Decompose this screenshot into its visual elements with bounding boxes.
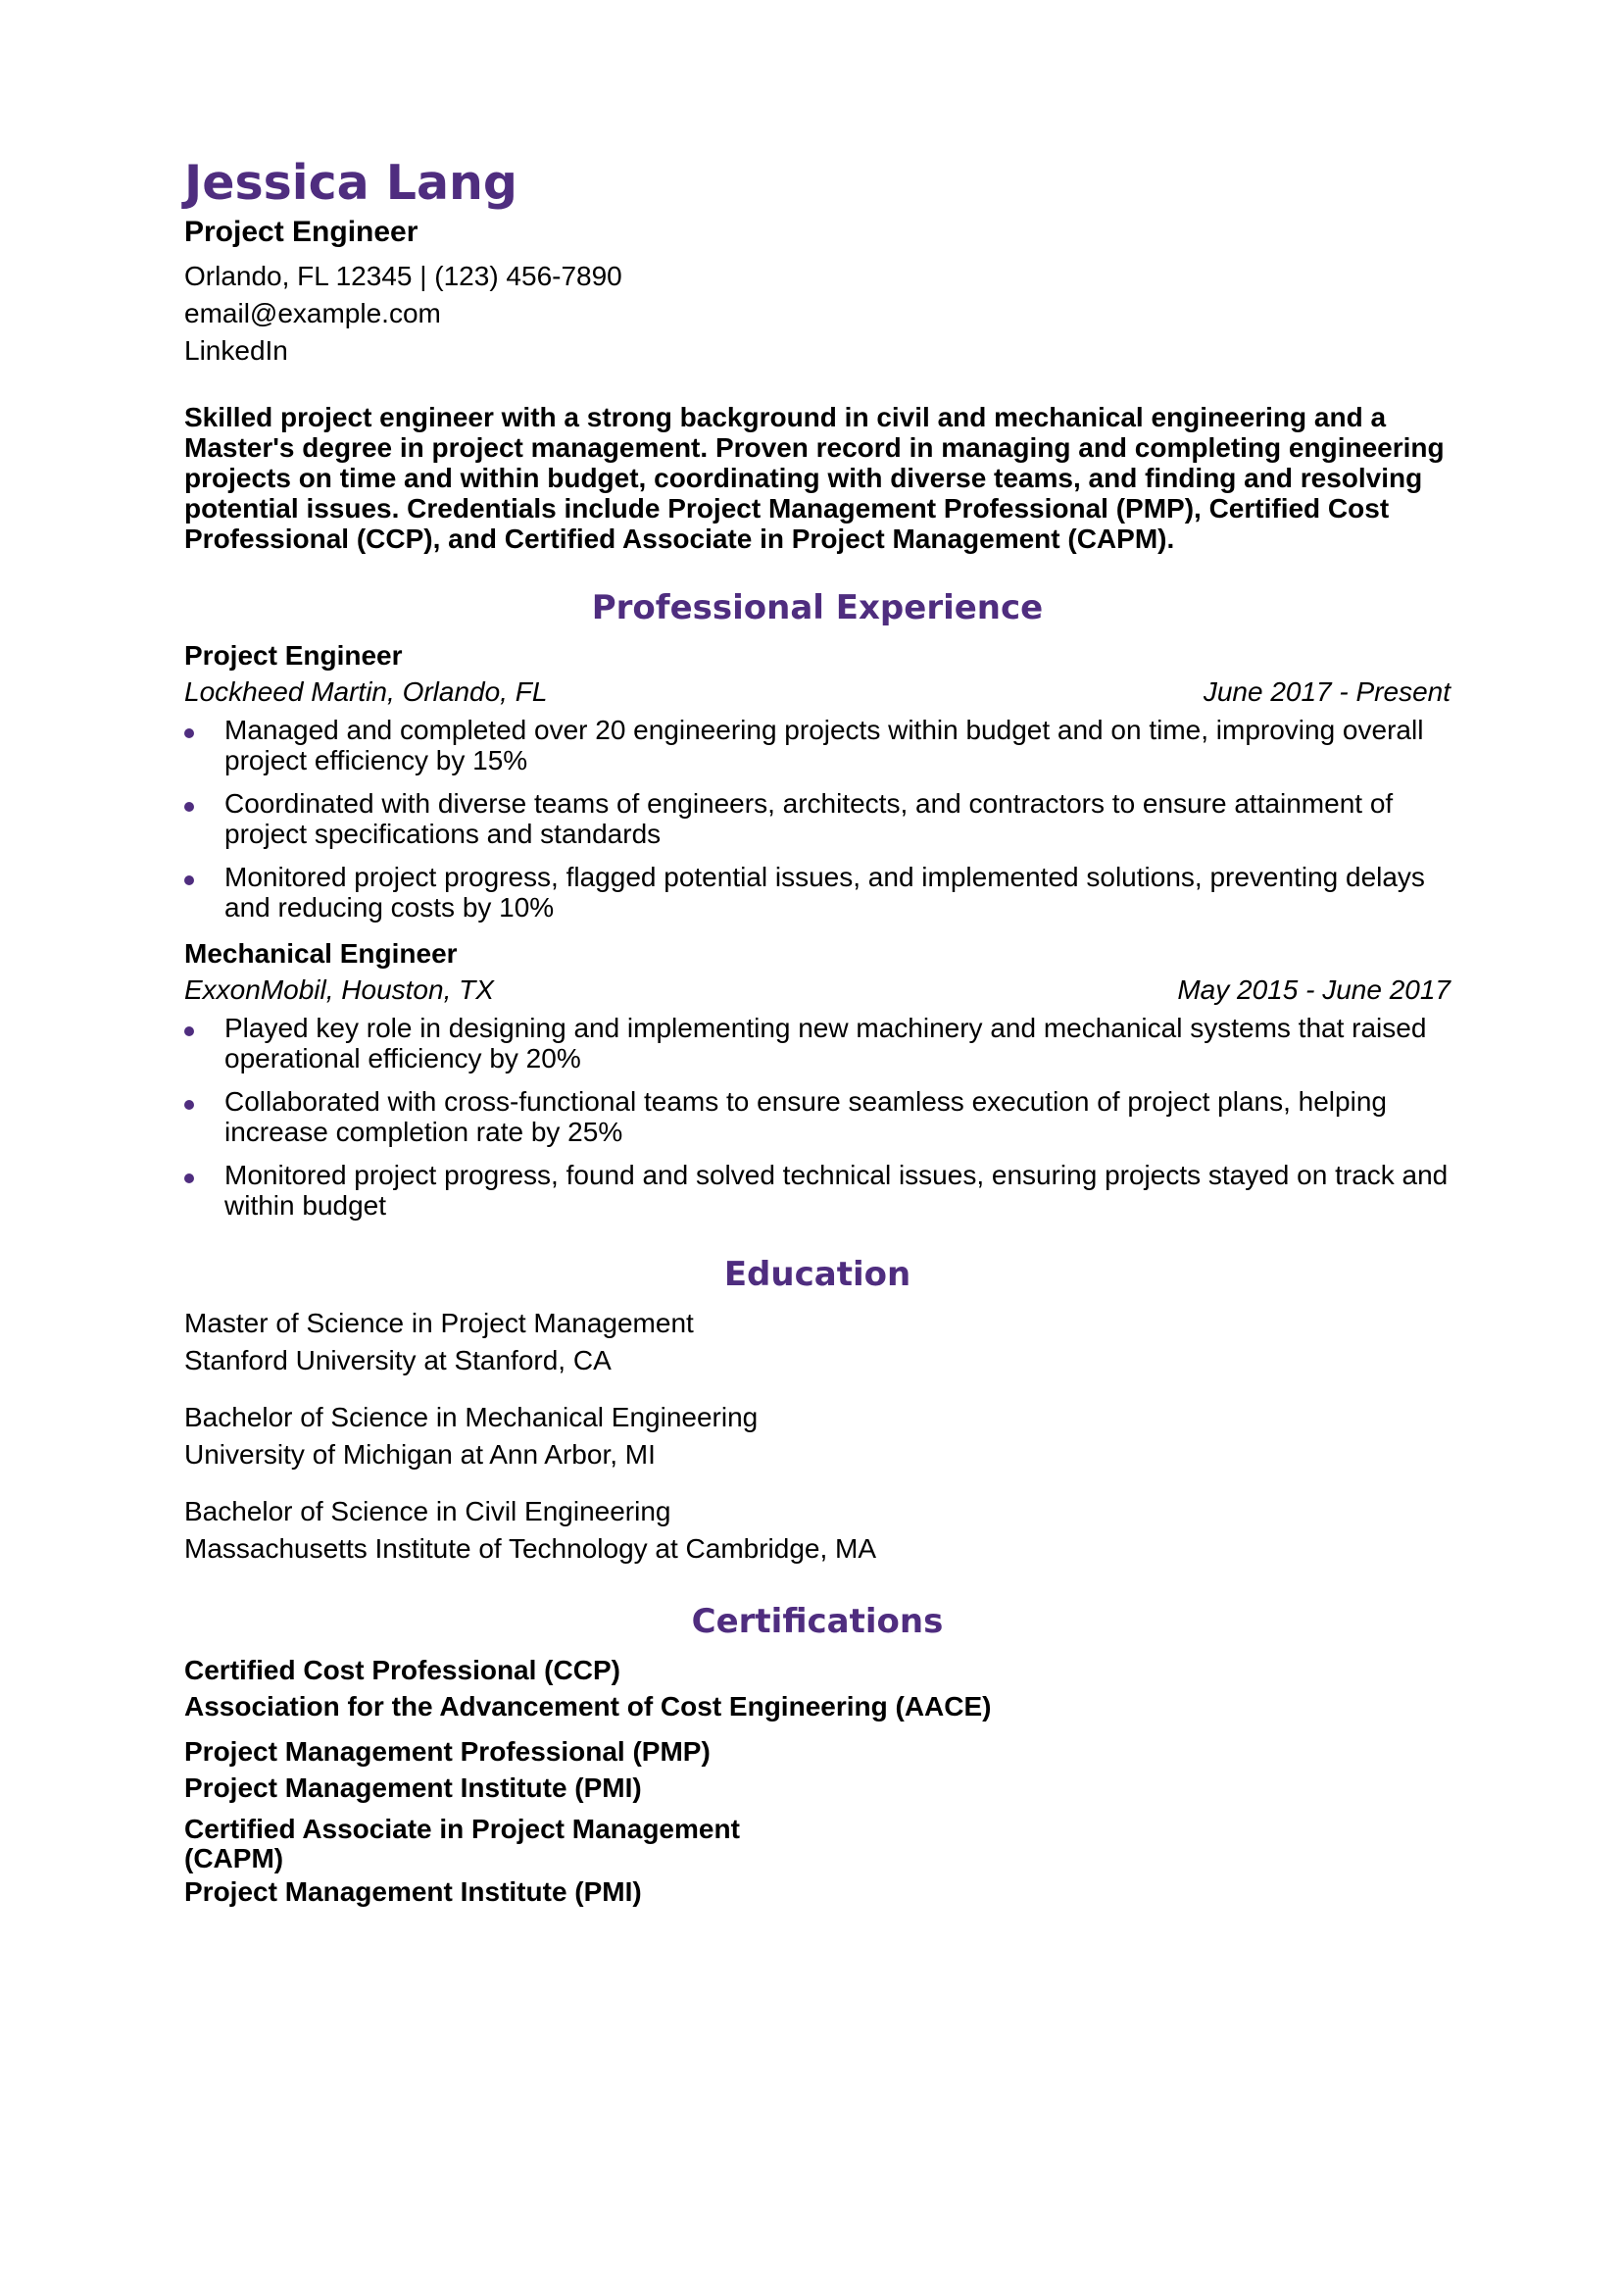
bullet-dot-icon [184, 802, 194, 812]
bullet-item [184, 788, 1451, 849]
certification-entry [184, 1815, 1451, 1910]
bullet-text: Monitored project progress, found and solved technical issues, ensuring projects stayed on track and within budget [224, 1160, 1449, 1221]
education-entry [184, 1399, 1451, 1473]
certification-name: Certified Cost Professional (CCP) [184, 1655, 620, 1685]
certification-name: Certified Associate in Project Management (CAPM) [184, 1814, 740, 1873]
certifications-section [184, 1601, 1451, 1910]
job-meta [184, 674, 1451, 711]
job-title: Mechanical Engineer [184, 938, 458, 969]
certification-issuer: Project Management Institute (PMI) [184, 1876, 642, 1907]
education-section [184, 1254, 1451, 1568]
job-meta [184, 972, 1451, 1009]
bullet-text: Coordinated with diverse teams of engineers, architects, and contractors to ensure attainment of project specifications and standards [224, 788, 1394, 849]
job-bullets [184, 1013, 1451, 1221]
degree-text: Bachelor of Science in Mechanical Engineering [184, 1402, 759, 1432]
bullet-dot-icon [184, 1026, 194, 1036]
job-company: ExxonMobil, Houston, TX [184, 974, 494, 1005]
bullet-item [184, 715, 1451, 775]
certification-issuer: Association for the Advancement of Cost Engineering (AACE) [184, 1691, 992, 1722]
bullet-item [184, 862, 1451, 923]
resume-header [184, 155, 1451, 370]
education-entry [184, 1305, 1451, 1379]
experience-heading: Professional Experience [591, 588, 1044, 627]
bullet-text: Played key role in designing and implementing new machinery and mechanical systems that raised operational efficiency by 20% [224, 1013, 1427, 1073]
certifications-heading: Certifications [691, 1602, 944, 1641]
location-phone: Orlando, FL 12345 | (123) 456-7890 [184, 261, 622, 291]
education-heading: Education [723, 1255, 911, 1294]
bullet-dot-icon [184, 1173, 194, 1183]
bullet-text: Monitored project progress, flagged potential issues, and implemented solutions, preventing delays and reducing costs by 10% [224, 862, 1425, 923]
certification-entry [184, 1733, 1451, 1806]
degree-text: Bachelor of Science in Civil Engineering [184, 1496, 671, 1526]
certification-entry [184, 1652, 1451, 1724]
bullet-dot-icon [184, 728, 194, 738]
bullet-text: Managed and completed over 20 engineering projects within budget and on time, improving overall project efficiency by 15% [224, 715, 1424, 775]
candidate-name: Jessica Lang [184, 155, 518, 211]
linkedin-text: LinkedIn [184, 335, 288, 366]
job-bullets [184, 715, 1451, 923]
education-list [184, 1305, 1451, 1568]
email-text: email@example.com [184, 298, 441, 328]
job-entry [184, 638, 1451, 923]
school-text: University of Michigan at Ann Arbor, MI [184, 1439, 656, 1470]
bullet-item [184, 1086, 1451, 1147]
job-title: Project Engineer [184, 640, 403, 671]
school-text: Stanford University at Stanford, CA [184, 1345, 612, 1375]
bullet-item [184, 1013, 1451, 1073]
job-dates: June 2017 - Present [1203, 676, 1451, 707]
job-company: Lockheed Martin, Orlando, FL [184, 676, 548, 707]
bullet-item [184, 1160, 1451, 1221]
job-entry [184, 936, 1451, 1221]
resume-page [184, 155, 1451, 1919]
experience-section [184, 587, 1451, 1221]
certification-name: Project Management Professional (PMP) [184, 1736, 711, 1767]
education-entry [184, 1493, 1451, 1568]
contact-info [184, 258, 1451, 370]
bullet-text: Collaborated with cross-functional teams to ensure seamless execution of project plans, helping increase completion rate by 25% [224, 1086, 1387, 1147]
job-dates: May 2015 - June 2017 [1177, 974, 1451, 1005]
certification-issuer: Project Management Institute (PMI) [184, 1772, 642, 1803]
certifications-list [184, 1652, 1451, 1910]
bullet-dot-icon [184, 1100, 194, 1110]
summary-paragraph: Skilled project engineer with a strong background in civil and mechanical engineering and a Master's degree in project management. Proven record in managing and completing engineering projects on time and within budget, coordinating with diverse teams, and finding and resolving potential issues. Credentials include Project Management Professional (PMP), Certified Cost Professional (CCP), and Certified Associate in Project Management (CAPM). [184, 402, 1445, 554]
bullet-dot-icon [184, 875, 194, 885]
school-text: Massachusetts Institute of Technology at Cambridge, MA [184, 1533, 877, 1564]
degree-text: Master of Science in Project Management [184, 1308, 694, 1338]
candidate-title: Project Engineer [184, 216, 418, 248]
